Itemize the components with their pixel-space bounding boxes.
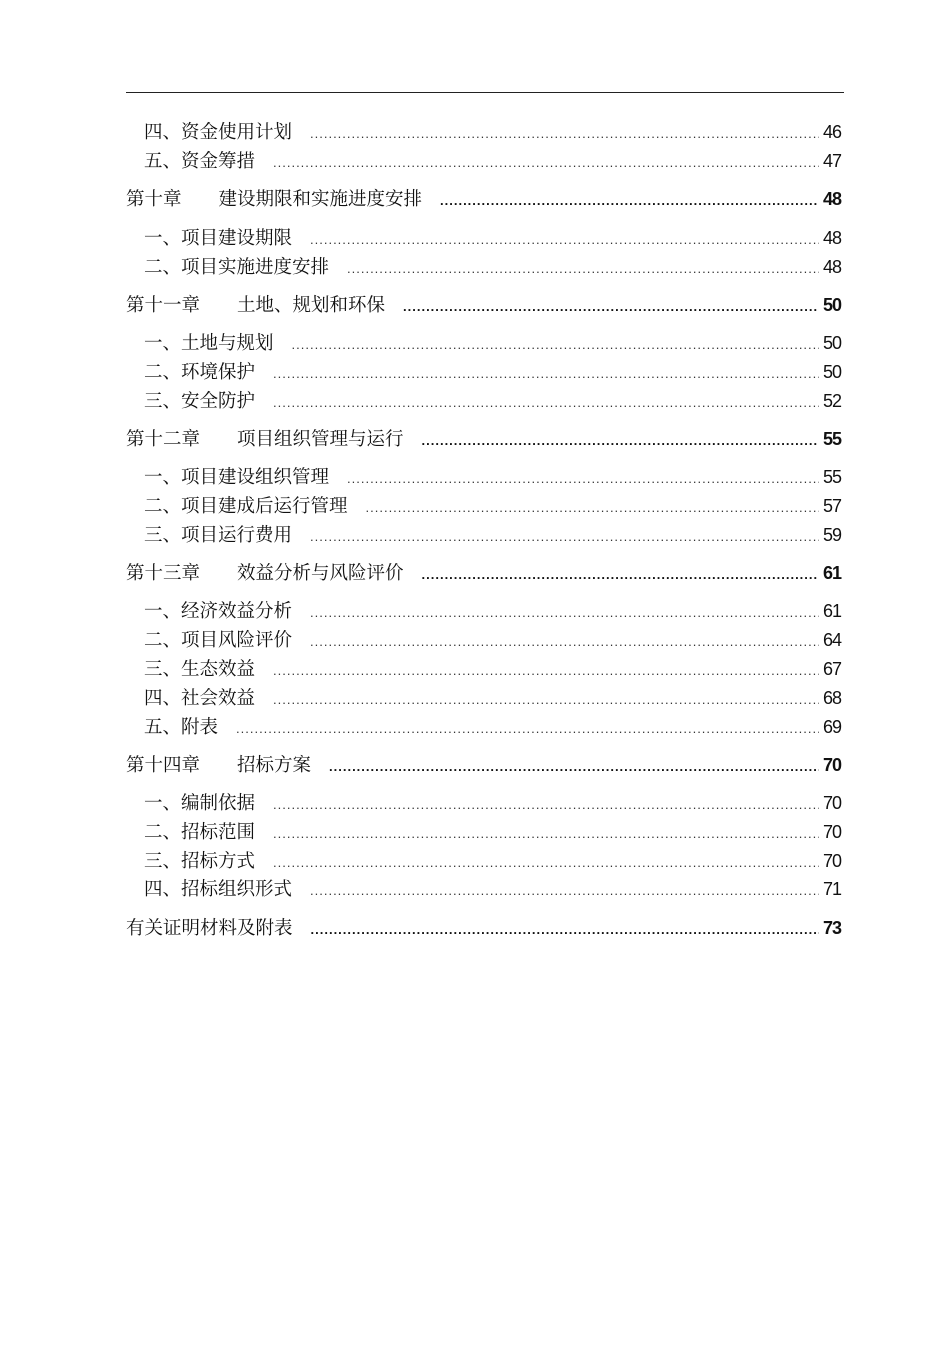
toc-label: 二、项目实施进度安排 <box>144 257 330 278</box>
toc-label: 第十四章 招标方案 <box>126 755 312 776</box>
toc-entry[interactable] <box>144 875 841 903</box>
toc-label: 第十章 建设期限和实施进度安排 <box>126 189 423 210</box>
toc-page-number: 48 <box>822 257 841 277</box>
toc-label: 一、土地与规划 <box>144 333 274 354</box>
dot-leader <box>366 494 819 522</box>
dot-leader <box>273 849 819 877</box>
toc-label: 第十二章 项目组织管理与运行 <box>126 429 404 450</box>
dot-leader <box>310 226 819 254</box>
dot-leader <box>422 561 819 589</box>
toc-page-number: 48 <box>822 189 841 209</box>
toc-label: 五、资金筹措 <box>144 151 256 172</box>
toc-label: 三、安全防护 <box>144 391 256 412</box>
toc-label: 一、项目建设组织管理 <box>144 467 330 488</box>
toc-entry[interactable] <box>144 253 841 281</box>
toc-label: 二、环境保护 <box>144 362 256 383</box>
toc-label: 二、项目建成后运行管理 <box>144 496 348 517</box>
toc-page-number: 46 <box>822 122 841 142</box>
toc-page-number: 71 <box>822 879 841 899</box>
toc-label: 二、招标范围 <box>144 822 256 843</box>
toc-label: 一、经济效益分析 <box>144 601 293 622</box>
dot-leader <box>329 753 819 781</box>
dot-leader <box>310 599 819 627</box>
dot-leader <box>310 877 819 905</box>
toc-page-number: 55 <box>822 467 841 487</box>
toc-page-number: 70 <box>822 851 841 871</box>
toc-page-number: 70 <box>822 755 841 775</box>
dot-leader <box>403 293 819 321</box>
toc-label: 三、招标方式 <box>144 851 256 872</box>
dot-leader <box>273 360 819 388</box>
toc-chapter-entry[interactable] <box>126 185 841 213</box>
toc-entry[interactable] <box>144 847 841 875</box>
toc-label: 一、编制依据 <box>144 793 256 814</box>
dot-leader <box>236 715 819 743</box>
dot-leader <box>292 331 819 359</box>
toc-page-number: 55 <box>822 429 841 449</box>
toc-label: 四、社会效益 <box>144 688 256 709</box>
toc-page-number: 50 <box>822 362 841 382</box>
dot-leader <box>310 523 819 551</box>
toc-entry[interactable] <box>144 597 841 625</box>
toc-chapter-entry[interactable] <box>126 751 841 779</box>
toc-chapter-entry[interactable] <box>126 559 841 587</box>
toc-page-number: 50 <box>822 333 841 353</box>
header-rule <box>126 92 844 93</box>
toc-entry[interactable] <box>144 224 841 252</box>
toc-page-number: 67 <box>822 659 841 679</box>
toc-entry[interactable] <box>144 492 841 520</box>
toc-entry[interactable] <box>144 655 841 683</box>
toc-entry[interactable] <box>144 818 841 846</box>
toc-label: 一、项目建设期限 <box>144 228 293 249</box>
toc-page-number: 70 <box>822 793 841 813</box>
toc-entry[interactable] <box>144 387 841 415</box>
toc-entry[interactable] <box>144 713 841 741</box>
toc-page-number: 48 <box>822 228 841 248</box>
toc-entry[interactable] <box>144 118 841 146</box>
toc-label: 四、资金使用计划 <box>144 122 293 143</box>
toc-label: 三、项目运行费用 <box>144 525 293 546</box>
toc-label: 四、招标组织形式 <box>144 879 293 900</box>
toc-entry[interactable] <box>144 789 841 817</box>
dot-leader <box>273 820 819 848</box>
dot-leader <box>273 389 819 417</box>
toc-label: 五、附表 <box>144 717 219 738</box>
dot-leader <box>347 465 819 493</box>
toc-page-number: 59 <box>822 525 841 545</box>
toc-page-number: 68 <box>822 688 841 708</box>
dot-leader <box>273 149 819 177</box>
toc-page-number: 73 <box>822 918 841 938</box>
toc-chapter-entry[interactable] <box>126 425 841 453</box>
toc-page-number: 47 <box>822 151 841 171</box>
dot-leader <box>440 187 819 215</box>
toc-label: 三、生态效益 <box>144 659 256 680</box>
toc-page-number: 70 <box>822 822 841 842</box>
toc-entry[interactable] <box>144 684 841 712</box>
toc-page-number: 52 <box>822 391 841 411</box>
dot-leader <box>311 916 819 944</box>
toc-entry[interactable] <box>144 521 841 549</box>
toc-entry[interactable] <box>144 358 841 386</box>
dot-leader <box>273 657 819 685</box>
toc-chapter-entry[interactable] <box>126 914 841 942</box>
dot-leader <box>422 427 819 455</box>
dot-leader <box>310 120 819 148</box>
toc-label: 有关证明材料及附表 <box>126 918 293 939</box>
toc-chapter-entry[interactable] <box>126 291 841 319</box>
toc-page-number: 64 <box>822 630 841 650</box>
toc-entry[interactable] <box>144 329 841 357</box>
dot-leader <box>347 255 819 283</box>
dot-leader <box>310 628 819 656</box>
toc-entry[interactable] <box>144 463 841 491</box>
toc-label: 第十三章 效益分析与风险评价 <box>126 563 404 584</box>
toc-page-number: 61 <box>822 563 841 583</box>
dot-leader <box>273 686 819 714</box>
toc-label: 第十一章 土地、规划和环保 <box>126 295 386 316</box>
toc-label: 二、项目风险评价 <box>144 630 293 651</box>
toc-page-number: 57 <box>822 496 841 516</box>
toc-entry[interactable] <box>144 147 841 175</box>
toc-page-number: 69 <box>822 717 841 737</box>
dot-leader <box>273 791 819 819</box>
toc-page-number: 50 <box>822 295 841 315</box>
toc-entry[interactable] <box>144 626 841 654</box>
toc-page-number: 61 <box>822 601 841 621</box>
